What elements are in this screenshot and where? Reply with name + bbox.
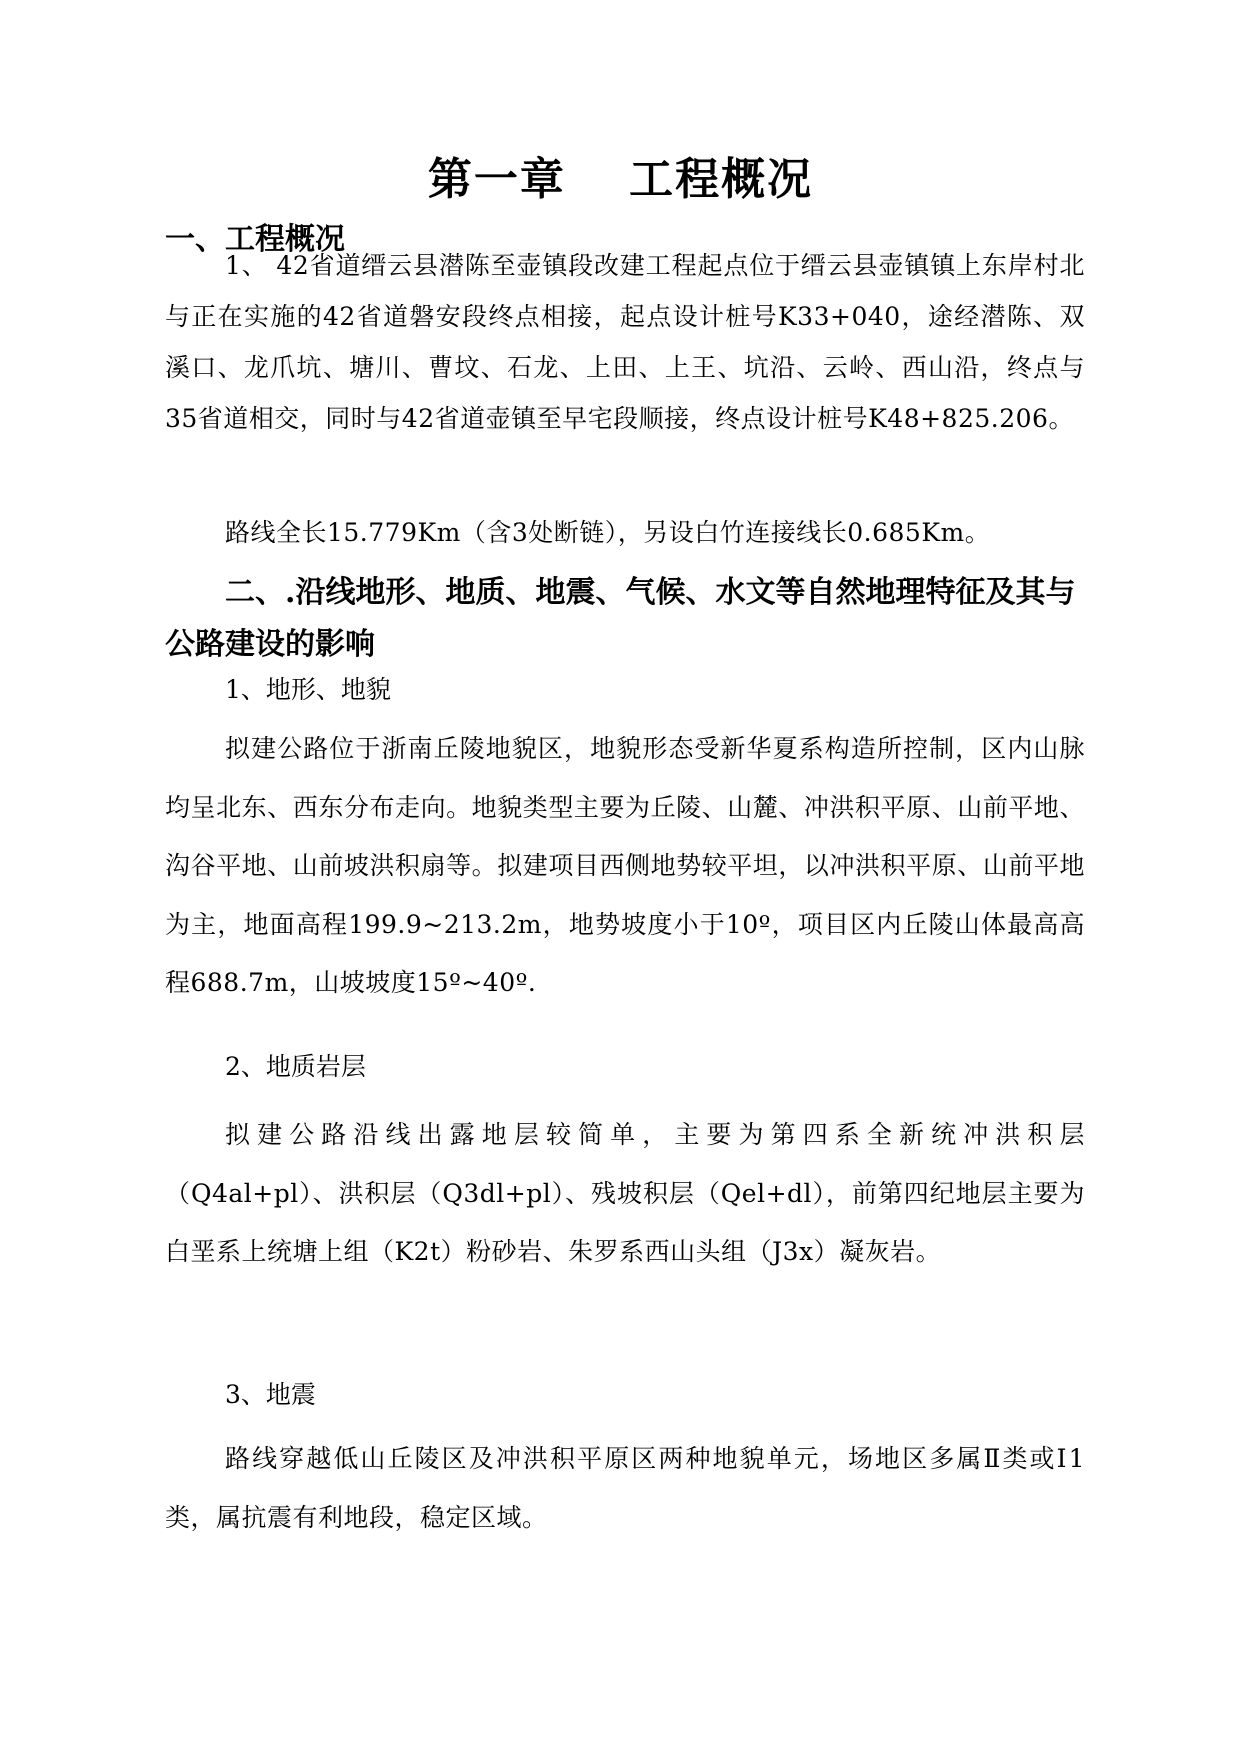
- terrain-paragraph: 拟建公路位于浙南丘陵地貌区，地貌形态受新华夏系构造所控制，区内山脉均呈北东、西东分布走向。地貌类型主要为丘陵、山麓、冲洪积平原、山前平地、沟谷平地、山前坡洪积扇等。拟建项目西侧地势较平坦，以冲洪积平原、山前平地为主，地面高程199.9~213.2m，地势坡度小于10º，项目区内丘陵山体最高高程688.7m，山坡坡度15º~40º.: [165, 734, 1085, 997]
- subheading-geology: 2、地质岩层: [225, 1052, 366, 1081]
- chapter-title: 第一章 工程概况: [427, 154, 814, 205]
- subheading-earthquake: 3、地震: [225, 1380, 316, 1409]
- geology-paragraph: 拟建公路沿线出露地层较简单，主要为第四系全新统冲洪积层（Q4al+pl）、洪积层（Q3dl+pl）、残坡积层（Qel+dl），前第四纪地层主要为白垩系上统塘上组（K2t）粉砂岩、朱罗系西山头组（J3x）凝灰岩。: [165, 1120, 1085, 1266]
- section-heading-project-overview: 一、工程概况: [165, 222, 345, 257]
- route-length-paragraph: 路线全长15.779Km（含3处断链），另设白竹连接线长0.685Km。: [225, 518, 991, 547]
- subheading-terrain: 1、地形、地貌: [225, 675, 391, 704]
- section-heading-natural-features: 二、.沿线地形、地质、地震、气候、水文等自然地理特征及其与公路建设的影响: [165, 575, 1076, 662]
- project-description-paragraph: 1、 42省道缙云县潜陈至壶镇段改建工程起点位于缙云县壶镇镇上东岸村北与正在实施的42省道磐安段终点相接，起点设计桩号K33+040，途经潜陈、双溪口、龙爪坑、塘川、曹坟、石龙、上田、上王、坑沿、云岭、西山沿，终点与35省道相交，同时与42省道壶镇至早宅段顺接，终点设计桩号K48+825.206。: [165, 251, 1085, 433]
- earthquake-paragraph: 路线穿越低山丘陵区及冲洪积平原区两种地貌单元，场地区多属Ⅱ类或Ⅰ1类，属抗震有利地段，稳定区域。: [165, 1444, 1085, 1532]
